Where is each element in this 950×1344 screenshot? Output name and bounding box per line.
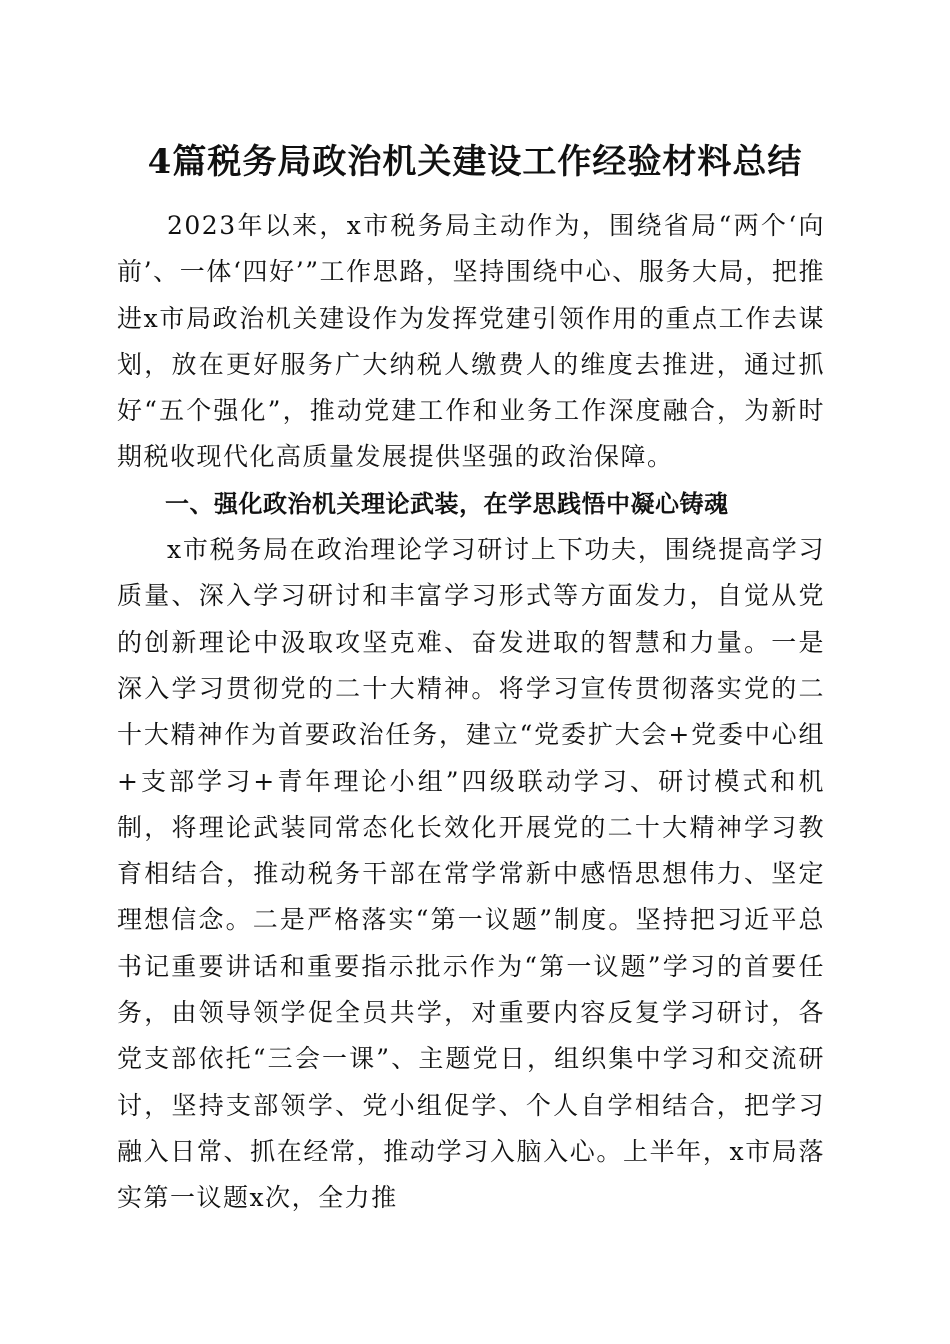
section-heading: 一、强化政治机关理论武装，在学思践悟中凝心铸魂 — [165, 489, 729, 518]
intro-paragraph: 2023年以来，x市税务局主动作为，围绕省局“两个‘向前’、一体‘四好’”工作思路，坚持围绕中心、服务大局，把推进x市局政治机关建设作为发挥党建引领作用的重点工作去谋划，放在更好服务广大纳税人缴费人的维度去推进，通过抓好“五个强化”，推动党建工作和业务工作深度融合，为新时期税收现代化高质量发展提供坚强的政治保障。 — [117, 211, 825, 472]
body-paragraph: x市税务局在政治理论学习研讨上下功夫，围绕提高学习质量、深入学习研讨和丰富学习形式等方面发力，自觉从党的创新理论中汲取攻坚克难、奋发进取的智慧和力量。一是深入学习贯彻党的二十大精神。将学习宣传贯彻落实党的二十大精神作为首要政治任务，建立“党委扩大会+党委中心组+支部学习+青年理论小组”四级联动学习、研讨模式和机制，将理论武装同常态化长效化开展党的二十大精神学习教育相结合，推动税务干部在常学常新中感悟思想伟力、坚定理想信念。二是严格落实“第一议题”制度。坚持把习近平总书记重要讲话和重要指示批示作为“第一议题”学习的首要任务，由领导领学促全员共学，对重要内容反复学习研讨，各党支部依托“三会一课”、主题党日，组织集中学习和交流研讨，坚持支部领学、党小组促学、个人自学相结合，把学习融入日常、抓在经常，推动学习入脑入心。上半年，x市局落实第一议题x次，全力推 — [117, 535, 825, 1213]
document-title: 4篇税务局政治机关建设工作经验材料总结 — [147, 142, 803, 182]
document-body — [117, 203, 825, 1222]
